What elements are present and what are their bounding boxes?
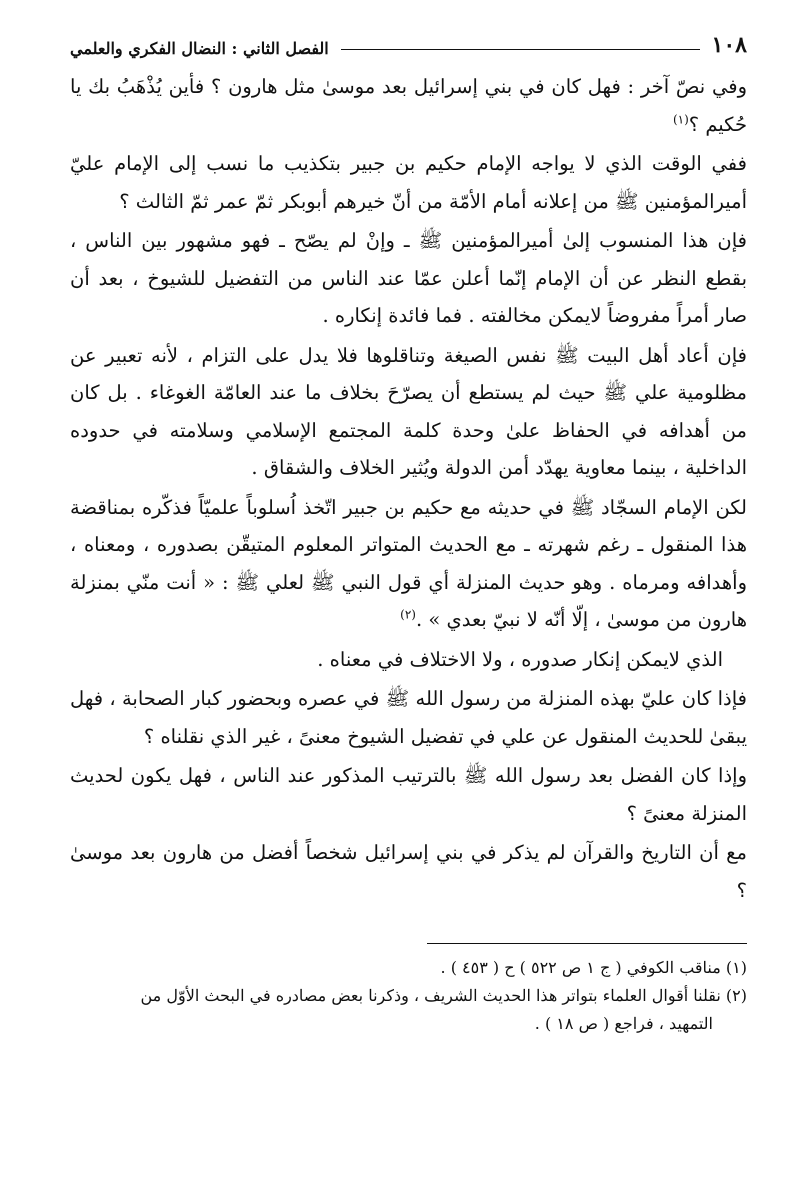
paragraph: ففي الوقت الذي لا يواجه الإمام حكيم بن جبير بتكذيب ما نسب إلى الإمام عليّ أميرالمؤمنين ﷺ من إعلانه أمام الأمّة من أنّ خيرهم أبوبكر ثمّ عمر ثمّ الثالث ؟ bbox=[70, 152, 747, 213]
paragraph: وفي نصّ آخر : فهل كان في بني إسرائيل بعد موسىٰ مثل هارون ؟ فأين يُذْهَبُ بك يا حُكيم ؟$^{(١)}$ bbox=[70, 75, 747, 136]
footnote-ref: (١) bbox=[672, 112, 689, 126]
footnote-ref: (٢) bbox=[400, 607, 416, 622]
header-rule bbox=[341, 49, 700, 50]
paragraph: فإذا كان عليّ بهذه المنزلة من رسول الله ﷺ في عصره وبحضور كبار الصحابة ، فهل يبقىٰ للحديث المنقول عن علي في تفضيل الشيوخ معنىً ، غير الذي نقلناه ؟ bbox=[70, 687, 747, 748]
paragraph: لكن الإمام السجّاد ﷺ في حديثه مع حكيم بن جبير اتّخذ اُسلوباً علميّاً فذكّره بمناقضة هذا المنقول ـ رغم شهرته ـ مع الحديث المتواتر المعلوم المتيقّن بصدوره ، ومعناه ، وأهدافه ومرماه . وهو حديث المنزلة أي قول النبي ﷺ لعلي ﷺ : « أنت منّي بمنزلة هارون من موسىٰ ، إلّا أنّه لا نبيّ بعدي » .$^{(٢)}$ bbox=[70, 495, 747, 631]
paragraph: وإذا كان الفضل بعد رسول الله ﷺ بالترتيب المذكور عند الناس ، فهل يكون لحديث المنزلة معنىً ؟ bbox=[70, 764, 747, 825]
footnote: (٢) نقلنا أقوال العلماء بتواتر هذا الحديث الشريف ، وذكرنا بعض مصادره في البحث الأوّل من bbox=[140, 986, 747, 1005]
paragraph: فإن هذا المنسوب إلىٰ أميرالمؤمنين ﷺ ـ وإنْ لم يصّح ـ فهو مشهور بين الناس ، بقطع النظر عن أن الإمام إنّما أعلن عمّا عند الناس من التفضيل للشيوخ ، بعد أن صار أمراً مفروضاً لايمكن مخالفته . فما فائدة إنكاره . bbox=[70, 229, 747, 327]
page-header bbox=[70, 28, 747, 58]
paragraph: مع أن التاريخ والقرآن لم يذكر في بني إسرائيل شخصاً أفضل من هارون بعد موسىٰ ؟ bbox=[70, 841, 747, 902]
running-title: الفصل الثاني : النضال الفكري والعلمي bbox=[70, 39, 329, 58]
paragraph: فإن أعاد أهل البيت ﷺ نفس الصيغة وتناقلوها فلا يدل على التزام ، لأنه تعبير عن مظلومية علي ﷺ حيث لم يستطع أن يصرّحَ بخلاف ما عند العامّة الغوغاء . بل كان من أهدافه في الحفاظ علىٰ وحدة كلمة المجتمع الإسلامي وسلامته في حدوده الداخلية ، بينما معاوية يهدّد أمن الدولة ويُثير الخلاف والشقاق . bbox=[70, 343, 747, 479]
page-number: ١٠٨ bbox=[711, 32, 747, 58]
footnotes bbox=[70, 954, 747, 1038]
paragraph: الذي لايمكن إنكار صدوره ، ولا الاختلاف في معناه . bbox=[317, 647, 723, 671]
footnote: (١) مناقب الكوفي ( ج ١ ص ٥٢٢ ) ح ( ٤٥٣ ) . bbox=[440, 958, 747, 977]
footnote-continuation: التمهيد ، فراجع ( ص ١٨ ) . bbox=[534, 1014, 713, 1033]
footnote-divider bbox=[427, 943, 747, 944]
body-text bbox=[70, 68, 747, 909]
